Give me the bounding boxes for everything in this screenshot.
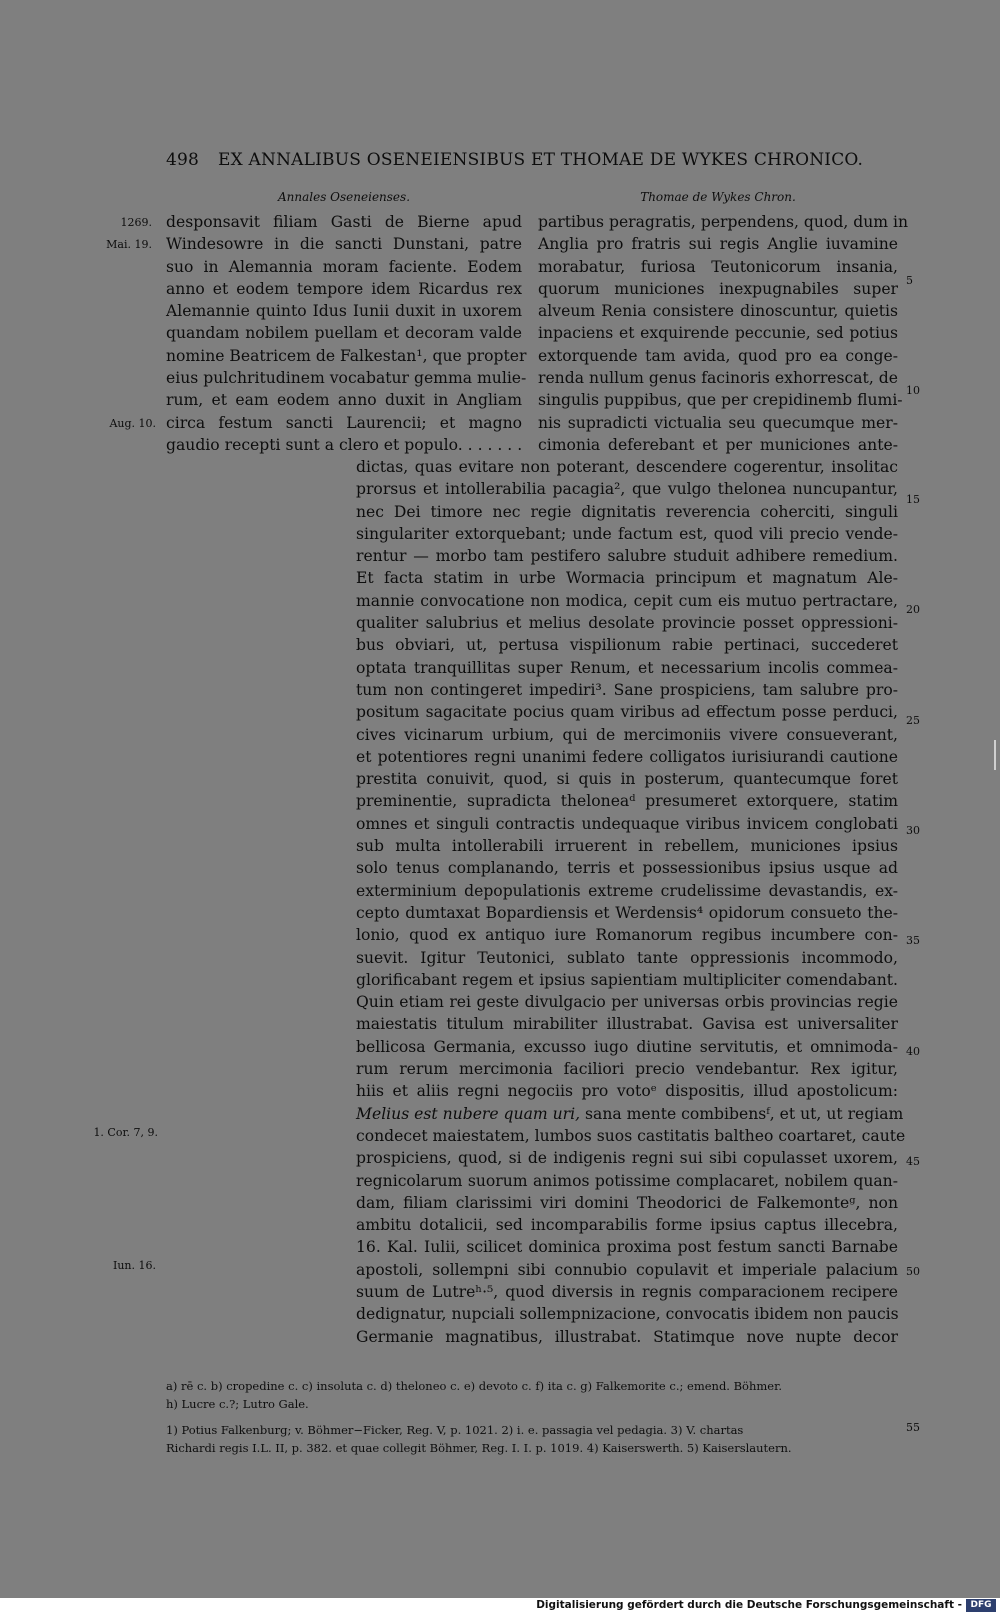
footnotes	[166, 1421, 898, 1457]
text-line: Et facta statim in urbe Wormacia principum et magnatum Ale-	[356, 569, 898, 588]
text-line: desponsavit filiam Gasti de Bierne apud	[166, 213, 522, 231]
note-line: Richardi regis I.L. II, p. 382. et quae collegit Böhmer, Reg. I. I. p. 1019. 4) Kaiserswerth. 5) Kaiserslautern.	[166, 1441, 792, 1455]
note-line: h) Lucre c.?; Lutro Gale.	[166, 1397, 309, 1411]
text-line: rentur — morbo tam pestifero salubre studuit adhibere remedium.	[356, 547, 898, 566]
text-line: rum rerum mercimonia faciliori precio vendebantur. Rex igitur,	[356, 1060, 898, 1079]
text-line: suum de Lutreʰ·⁵, quod diversis in regnis comparacionem recipere	[356, 1282, 898, 1301]
line-number: 35	[906, 934, 920, 947]
margin-ref-cor: 1. Cor. 7, 9.	[93, 1126, 158, 1139]
text-line: rum, et eam eodem anno duxit in Angliam	[166, 391, 522, 410]
line-number: 55	[906, 1421, 920, 1434]
text-line: positum sagacitate pocius quam viribus ad effectum posse perduci,	[356, 703, 898, 722]
text-line: circa festum sancti Laurencii; et magno	[166, 413, 522, 432]
text-line	[356, 1103, 904, 1125]
variant-notes	[166, 1377, 898, 1413]
running-title: EX ANNALIBUS OSENEIENSIBUS ET THOMAE DE WYKES CHRONICO.	[218, 150, 864, 170]
text-line: prorsus et intollerabilia pacagia², que vulgo thelonea nuncupantur,	[356, 480, 898, 499]
text-line: prestita conuivit, quod, si quis in posterum, quantecumque foret	[356, 770, 898, 789]
line-number: 45	[906, 1155, 920, 1168]
text-line: alveum Renia consistere dinoscuntur, quietis	[538, 302, 898, 321]
text-line: suo in Alemannia moram faciente. Eodem	[166, 257, 522, 276]
text-line: solo tenus complanando, terris et possessionibus ipsius usque ad	[356, 859, 898, 878]
text-line: cimonia deferebant et per municiones ante-	[538, 435, 898, 454]
text-line: hiis et aliis regni negociis pro votoᵉ dispositis, illud apostolicum:	[356, 1082, 898, 1101]
text-line: gaudio recepti sunt a clero et populo. . . . . . .	[166, 435, 523, 454]
text-line: exterminium depopulationis extreme crudelissime devastandis, ex-	[356, 881, 898, 900]
text-line: eius pulchritudinem vocabatur gemma mulie-	[166, 369, 527, 388]
left-column-heading: Annales Oseneienses.	[277, 190, 411, 204]
line-number: 25	[906, 714, 920, 727]
scan-edge-mark	[994, 740, 996, 770]
right-column-text	[538, 211, 909, 456]
margin-date-iun: Iun. 16.	[112, 1259, 156, 1272]
text-line: sub multa intollerabili irruerent in rebellem, municiones ipsius	[356, 837, 898, 856]
text-line: cives vicinarum urbium, qui de mercimoniis vivere consueverant,	[356, 725, 898, 744]
text-line: bellicosa Germania, excusso iugo diutine servitutis, et omnimoda-	[356, 1037, 898, 1056]
line-rest: sana mente combibensᶠ, et ut, ut regiam	[580, 1104, 904, 1123]
text-line: prospiciens, quod, si de indigenis regni sui sibi copulasset uxorem,	[356, 1149, 898, 1168]
text-line: singulariter extorquebant; unde factum est, quod vili precio vende-	[356, 524, 898, 543]
text-line: ambitu dotalicii, sed incomparabilis forme ipsius captus illecebra,	[356, 1216, 898, 1235]
full-width-text	[356, 456, 906, 1348]
left-column-text	[166, 211, 527, 456]
text-line: qualiter salubrius et melius desolate provincie posset oppressioni-	[356, 614, 898, 633]
text-line: inpaciens et exquirende peccunie, sed potius	[538, 324, 898, 343]
note-line: a) rē c. b) cropedine c. c) insoluta c. d) theloneo c. e) devoto c. f) ita c. g) Falkemorite c.; emend. Böhmer.	[166, 1379, 782, 1393]
text-line: extorquende tam avida, quod pro ea conge-	[538, 346, 898, 365]
text-line: quorum municiones inexpugnabiles super	[538, 279, 898, 298]
text-line: dictas, quas evitare non poterant, descendere cogerentur, insolitac	[356, 458, 898, 476]
text-line: nis supradicti victualia seu quecumque mer-	[538, 413, 898, 432]
text-line: preminentie, supradicta theloneaᵈ presumeret extorquere, statim	[356, 792, 898, 811]
text-line: morabatur, furiosa Teutonicorum insania,	[538, 257, 898, 276]
line-number: 5	[906, 274, 913, 287]
text-line: singulis puppibus, que per crepidinemb flumi-	[538, 391, 903, 410]
text-line: dedignatur, nupciali sollempnizacione, convocatis ibidem non paucis	[356, 1305, 899, 1324]
line-number: 40	[906, 1045, 920, 1058]
text-line: Anglia pro fratris sui regis Anglie iuvamine	[538, 235, 898, 254]
margin-date-mai: Mai. 19.	[106, 238, 152, 251]
text-line: maiestatis titulum mirabiliter illustrabat. Gavisa est universaliter	[356, 1015, 898, 1034]
text-line: quandam nobilem puellam et decoram valde	[166, 324, 522, 343]
text-line: Alemannie quinto Idus Iunii duxit in uxorem	[166, 302, 522, 321]
right-column-heading: Thomae de Wykes Chron.	[640, 190, 796, 204]
text-line: bus obviari, ut, pertusa vispilionum rabie pertinaci, succederet	[356, 636, 898, 655]
text-line: cepto dumtaxat Bopardiensis et Werdensis⁴ opidorum consueto the-	[356, 903, 898, 922]
line-number: 20	[906, 603, 920, 616]
text-line: dam, filiam clarissimi viri domini Theodorici de Falkemonteᵍ, non	[356, 1193, 898, 1212]
text-line: condecet maiestatem, lumbos suos castitatis baltheo coartaret, caute	[356, 1126, 906, 1145]
text-line: lonio, quod ex antiquo iure Romanorum regibus incumbere con-	[356, 926, 898, 945]
text-line: tum non contingeret impediri³. Sane prospiciens, tam salubre pro-	[356, 680, 898, 699]
note-line: 1) Potius Falkenburg; v. Böhmer−Ficker, Reg. V, p. 1021. 2) i. e. passagia vel pedagia. 3) V. chartas	[166, 1423, 744, 1437]
italic-quote: Melius est nubere quam uri,	[356, 1104, 581, 1123]
text-line: optata tranquillitas super Renum, et necessarium incolis commea-	[356, 658, 898, 677]
line-number: 15	[906, 493, 920, 506]
text-line: mannie convocatione non modica, cepit cum eis mutuo pertractare,	[356, 591, 898, 610]
line-number: 50	[906, 1265, 920, 1278]
text-line: Quin etiam rei geste divulgacio per universas orbis provincias regie	[356, 993, 898, 1012]
page-header	[166, 150, 864, 170]
text-line: glorificabant regem et ipsius sapientiam multipliciter comendabant.	[356, 970, 898, 989]
text-line: Germanie magnatibus, illustrabat. Statimque nove nupte decor	[356, 1327, 898, 1346]
text-line: omnes et singuli contractis undequaque viribus invicem conglobati	[356, 814, 898, 833]
page-number: 498	[166, 150, 200, 170]
text-line: regnicolarum suorum animos potissime complacaret, nobilem quan-	[356, 1171, 898, 1190]
dfg-logo: DFG	[966, 1599, 996, 1612]
text-line: nec Dei timore nec regie dignitatis reverencia coherciti, singuli	[356, 502, 898, 521]
text-line: nomine Beatricem de Falkestan¹, que propter	[166, 346, 527, 365]
text-line: anno et eodem tempore idem Ricardus rex	[166, 279, 522, 298]
margin-date-aug: Aug. 10.	[109, 417, 156, 430]
text-line: suevit. Igitur Teutonici, sublato tante oppressionis incommodo,	[356, 948, 898, 967]
text-line: renda nullum genus facinoris exhorrescat, de	[538, 369, 898, 388]
text-line: et potentiores regni unanimi federe colligatos iurisiurandi cautione	[356, 747, 898, 766]
footer-credit: Digitalisierung gefördert durch die Deutsche Forschungsgemeinschaft -	[536, 1599, 962, 1611]
text-line: 16. Kal. Iulii, scilicet dominica proxima post festum sancti Barnabe	[356, 1238, 898, 1257]
text-line: apostoli, sollempni sibi connubio copulavit et imperiale palacium	[356, 1260, 898, 1279]
text-line: Windesowre in die sancti Dunstani, patre	[166, 235, 522, 254]
line-number: 10	[906, 384, 920, 397]
text-line: partibus peragratis, perpendens, quod, dum in	[538, 213, 909, 231]
margin-year: 1269.	[120, 216, 152, 229]
line-number: 30	[906, 824, 920, 837]
